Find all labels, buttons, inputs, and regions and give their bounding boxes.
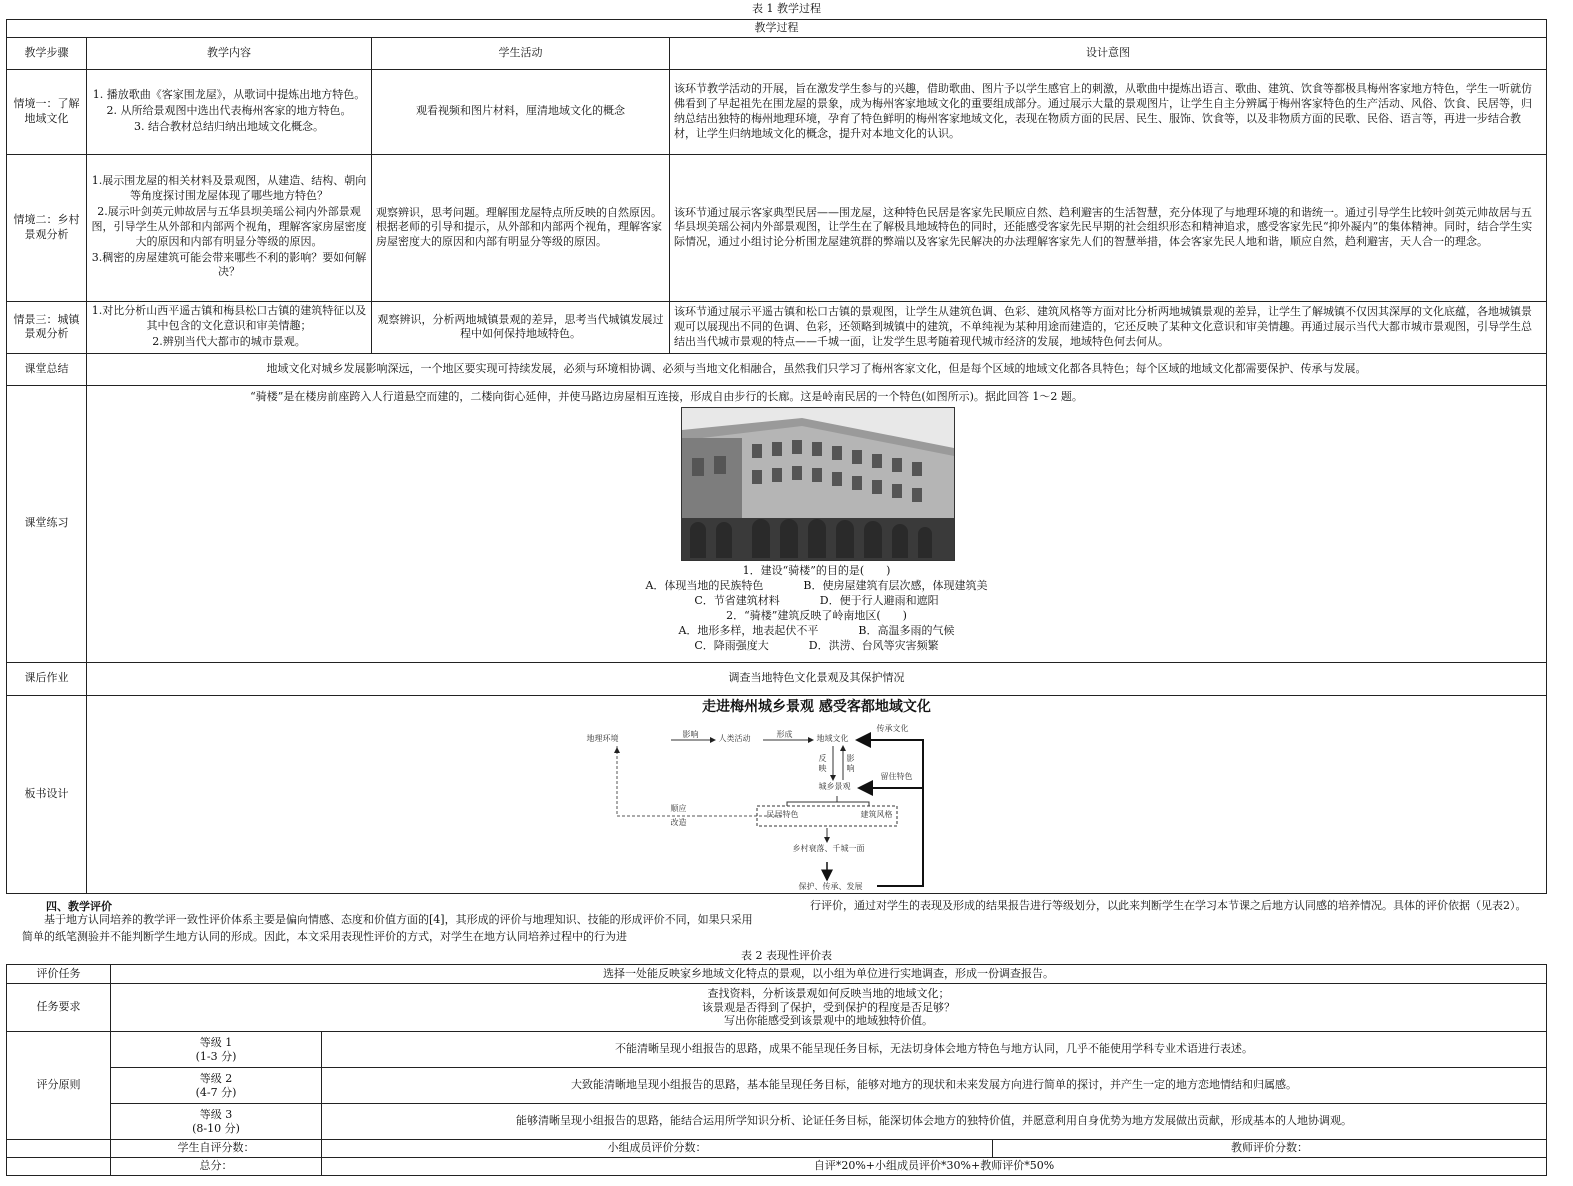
level-range: (4-7 分) xyxy=(195,1085,237,1099)
q2-options-row-2 xyxy=(91,639,1542,654)
node-reflect: 反映 xyxy=(818,753,827,773)
q2-option-b: B．高温多雨的气候 xyxy=(858,624,955,638)
table-row xyxy=(7,1104,1547,1140)
table-row xyxy=(7,1068,1547,1104)
q1-options-row-1 xyxy=(91,579,1542,594)
table-row xyxy=(7,69,1547,154)
intent-cell: 该环节教学活动的开展，旨在激发学生参与的兴趣，借助歌曲、图片予以学生感官上的刺激，从歌曲中提炼出语言、歌曲、建筑、饮食等都极具梅州客家地方特色，学生一听就仿佛看到了早起祖先在围龙屋的景象，成为梅州客家地域文化的重要组成部分。通过展示大量的景观图片，让学生自主分辨属于梅州客家特色的生产活动、风俗、饮食、民居等，归纳总结出独特的梅州地理环境，孕育了特色鲜明的梅州客家地域文化，表现在物质方面的民居、民生、服饰、饮食等，以及非物质方面的民歌、民俗、语言等，再进一步结合教材，让学生归纳地域文化的概念，提升对本地文化的认识。 xyxy=(670,69,1547,154)
rules-label: 评分原则 xyxy=(7,1032,111,1140)
header-intent: 设计意图 xyxy=(670,37,1547,69)
board-cell xyxy=(87,695,1547,893)
content-item: 2.辨别当代大都市的城市景观。 xyxy=(152,334,306,348)
q2-options-row-1 xyxy=(91,624,1542,639)
node-form: 形成 xyxy=(776,729,793,739)
board-diagram xyxy=(587,696,1047,891)
content-item: 1.展示围龙屋的相关材料及景观图，从建造、结构、朝向等角度探讨围龙屋体现了哪些地方特色？ xyxy=(91,174,367,203)
table-row xyxy=(7,695,1547,893)
total-label: 总分： xyxy=(111,1157,322,1175)
evaluation-table xyxy=(6,964,1547,1176)
level-desc: 不能清晰呈现小组报告的思路，成果不能呈现任务目标，无法切身体会地方特色与地方认同，几乎不能使用学科专业术语进行表述。 xyxy=(322,1032,1547,1068)
practice-label: 课堂练习 xyxy=(7,385,87,662)
q1-option-d: D．便于行人避雨和遮阳 xyxy=(819,593,939,607)
section-para-left: 基于地方认同培养的教学评一致性评价体系主要是偏向情感、态度和价值方面的[4]，其形成的评价与地理知识、技能的形成评价不同，如果只采用简单的纸笔测验并不能判断学生地方认同的形成。因此，本文采用表现性评价的方式，对学生在地方认同培养过程中的行为进 xyxy=(22,913,753,944)
content-cell xyxy=(87,154,372,301)
table-row xyxy=(7,301,1547,353)
homework-label: 课后作业 xyxy=(7,662,87,695)
level-desc: 能够清晰呈现小组报告的思路，能结合运用所学知识分析、论证任务目标，能深切体会地方的独特价值，并愿意利用自身优势为地方发展做出贡献，形成基本的人地协调观。 xyxy=(322,1104,1547,1140)
practice-intro: “骑楼”是在楼房前座跨入人行道悬空而建的，二楼向街心延伸，并使马路边房屋相互连接，形成自由步行的长廊。这是岭南民居的一个特色(如图所示)。据此回答 1～2 题。 xyxy=(250,389,1083,403)
requirements-cell xyxy=(111,984,1547,1032)
self-score-label: 学生自评分数： xyxy=(111,1140,322,1158)
empty-cell xyxy=(7,1157,111,1175)
content-item: 2. 从所给景观图中选出代表梅州客家的地方特色。 xyxy=(106,103,352,117)
node-human-activity: 人类活动 xyxy=(718,733,751,743)
teaching-process-table xyxy=(6,19,1547,894)
header-step: 教学步骤 xyxy=(7,37,87,69)
node-architectural-style: 建筑风格 xyxy=(860,809,893,819)
group-score-label: 小组成员评价分数： xyxy=(322,1140,993,1158)
level-cell xyxy=(111,1104,322,1140)
table-row xyxy=(7,385,1547,662)
practice-cell xyxy=(87,385,1547,662)
node-keep-features: 留住特色 xyxy=(880,771,913,781)
activity-cell: 观察辨识，思考问题。理解围龙屋特点所反映的自然原因。根据老师的引导和提示，从外部和内部两个视角，理解客家房屋密度大的原因和内部有明显分等级的原因。 xyxy=(372,154,670,301)
table-row xyxy=(7,662,1547,695)
level-desc: 大致能清晰地呈现小组报告的思路，基本能呈现任务目标，能够对地方的现状和未来发展方向进行简单的探讨，并产生一定的地方恋地情结和归属感。 xyxy=(322,1068,1547,1104)
node-geo-env: 地理环境 xyxy=(586,733,619,743)
table-row xyxy=(7,1032,1547,1068)
section-heading: 四、教学评价 xyxy=(46,900,112,913)
step-cell: 情境一：了解地域文化 xyxy=(7,69,87,154)
node-inherit-culture: 传承文化 xyxy=(876,723,909,733)
requirements-label: 任务要求 xyxy=(7,984,111,1032)
node-dwelling-features: 民居特色 xyxy=(766,809,799,819)
board-label: 板书设计 xyxy=(7,695,87,893)
requirement-item: 该景观是否得到了保护，受到保护的程度是否足够？ xyxy=(702,1000,955,1014)
level-name: 等级 1 xyxy=(199,1035,233,1049)
table-row xyxy=(7,154,1547,301)
node-transform: 改造 xyxy=(670,817,687,827)
content-item: 1.对比分析山西平遥古镇和梅县松口古镇的建筑特征以及其中包含的文化意识和审美情趣； xyxy=(91,304,367,332)
content-cell xyxy=(87,301,372,353)
summary-label: 课堂总结 xyxy=(7,353,87,385)
header-activity: 学生活动 xyxy=(372,37,670,69)
level-cell xyxy=(111,1032,322,1068)
activity-cell: 观察辨识，分析两地城镇景观的差异，思考当代城镇发展过程中如何保持地域特色。 xyxy=(372,301,670,353)
intent-cell: 该环节通过展示客家典型民居——围龙屋，这种特色民居是客家先民顺应自然、趋利避害的生活智慧，充分体现了与地理环境的和谐统一。通过引导学生比较叶剑英元帅故居与五华县坝美瑶公祠内外部景观图，让学生在了解极具地域特色的同时，还能感受客家先民早期的社会组织形态和精神追求，感受客家先民“抑外凝内”的集体精神。同时，结合学生实际情况，通过小组讨论分析围龙屋建筑群的弊端以及客家先民解决的办法理解客家先人们的智慧举措，体会客家先民人地和谐，顺应自然，趋利避害，天人合一的理念。 xyxy=(670,154,1547,301)
table-row xyxy=(7,1157,1547,1175)
qilou-photo xyxy=(681,407,955,561)
q2-option-a: A．地形多样，地表起伏不平 xyxy=(678,624,819,638)
node-rural-decline: 乡村衰落、千城一面 xyxy=(792,843,865,853)
content-cell xyxy=(87,69,372,154)
teacher-score-label: 教师评价分数： xyxy=(993,1140,1547,1158)
table-row xyxy=(7,353,1547,385)
content-item: 2.展示叶剑英元帅故居与五华县坝美瑶公祠内外部景观图，引导学生从外部和内部两个视角，理解客家房屋密度大的原因和内部有明显分等级的原因。 xyxy=(91,205,367,248)
node-adapt: 顺应 xyxy=(670,803,687,813)
question-2: 2．“骑楼”建筑反映了岭南地区( ) xyxy=(726,609,907,623)
task-label: 评价任务 xyxy=(7,965,111,984)
content-item: 1. 播放歌曲《客家围龙屋》，从歌词中提炼出地方特色。 xyxy=(92,88,366,102)
total-formula: 自评*20%+小组成员评价*30%+教师评价*50% xyxy=(322,1157,1547,1175)
q2-option-c: C．降雨强度大 xyxy=(694,639,769,653)
node-protect-inherit-develop: 保护、传承、发展 xyxy=(798,881,863,891)
node-influence: 影响 xyxy=(682,729,699,739)
board-title: 走进梅州城乡景观 感受客都地域文化 xyxy=(702,698,931,715)
table1-caption: 表 1 教学过程 xyxy=(752,2,821,15)
table2-caption: 表 2 表现性评价表 xyxy=(741,949,832,962)
table1-title: 教学过程 xyxy=(7,20,1547,38)
level-range: (1-3 分) xyxy=(195,1049,237,1063)
board-arrows xyxy=(587,696,1047,891)
intent-cell: 该环节通过展示平遥古镇和松口古镇的景观图，让学生从建筑色调、色彩、建筑风格等方面对比分析两地城镇景观的差异，让学生了解城镇不仅因其深厚的文化底蕴，各地城镇景观可以展现出不同的色调、色彩，还领略到城镇中的建筑，不单纯视为某种用途而建造的，它还反映了某种文化意识和审美情趣。再通过展示当代大都市城市景观图，引导学生总结出当代城市景观的特点——千城一面，让发学生思考随着现代城市经济的发展，地域特色何去何从。 xyxy=(670,301,1547,353)
summary-text: 地域文化对城乡发展影响深远，一个地区要实现可持续发展，必须与环境相协调、必须与当地文化相融合，虽然我们只学习了梅州客家文化，但是每个区域的地域文化都各具特色；每个区域的地域文化都需要保护、传承与发展。 xyxy=(87,353,1547,385)
level-name: 等级 2 xyxy=(199,1071,233,1085)
node-influence-2: 影响 xyxy=(846,753,855,773)
q1-options-row-2 xyxy=(91,594,1542,609)
step-cell: 情景三：城镇景观分析 xyxy=(7,301,87,353)
q1-option-b: B．使房屋建筑有层次感，体现建筑美 xyxy=(803,578,988,592)
step-cell: 情境二：乡村景观分析 xyxy=(7,154,87,301)
level-name: 等级 3 xyxy=(199,1107,233,1121)
requirement-item: 查找资料，分析该景观如何反映当地的地域文化； xyxy=(707,986,950,1000)
content-item: 3.稠密的房屋建筑可能会带来哪些不利的影响？要如何解决？ xyxy=(91,250,367,279)
task-text: 选择一处能反映家乡地域文化特点的景观，以小组为单位进行实地调查，形成一份调查报告。 xyxy=(111,965,1547,984)
node-regional-culture: 地域文化 xyxy=(816,733,849,743)
level-range: (8-10 分) xyxy=(192,1121,240,1135)
section-para-right: 行评价，通过对学生的表现及形成的结果报告进行等级划分，以此来判断学生在学习本节课之后地方认同感的培养情况。具体的评价依据（见表2）。 xyxy=(810,899,1527,912)
q2-option-d: D．洪涝、台风等灾害频繁 xyxy=(808,639,939,653)
activity-cell: 观看视频和图片材料，厘清地域文化的概念 xyxy=(372,69,670,154)
header-content: 教学内容 xyxy=(87,37,372,69)
level-cell xyxy=(111,1068,322,1104)
node-urban-rural-landscape: 城乡景观 xyxy=(818,781,851,791)
question-1: 1．建设“骑楼”的目的是( ) xyxy=(742,563,891,577)
q1-option-c: C．节省建筑材料 xyxy=(694,593,780,607)
homework-text: 调查当地特色文化景观及其保护情况 xyxy=(87,662,1547,695)
empty-cell xyxy=(7,1140,111,1158)
table-row xyxy=(7,1140,1547,1158)
q1-option-a: A．体现当地的民族特色 xyxy=(645,578,764,592)
content-item: 3. 结合教材总结归纳出地域文化概念。 xyxy=(134,119,324,133)
requirement-item: 写出你能感受到该景观中的地域独特价值。 xyxy=(724,1014,933,1028)
